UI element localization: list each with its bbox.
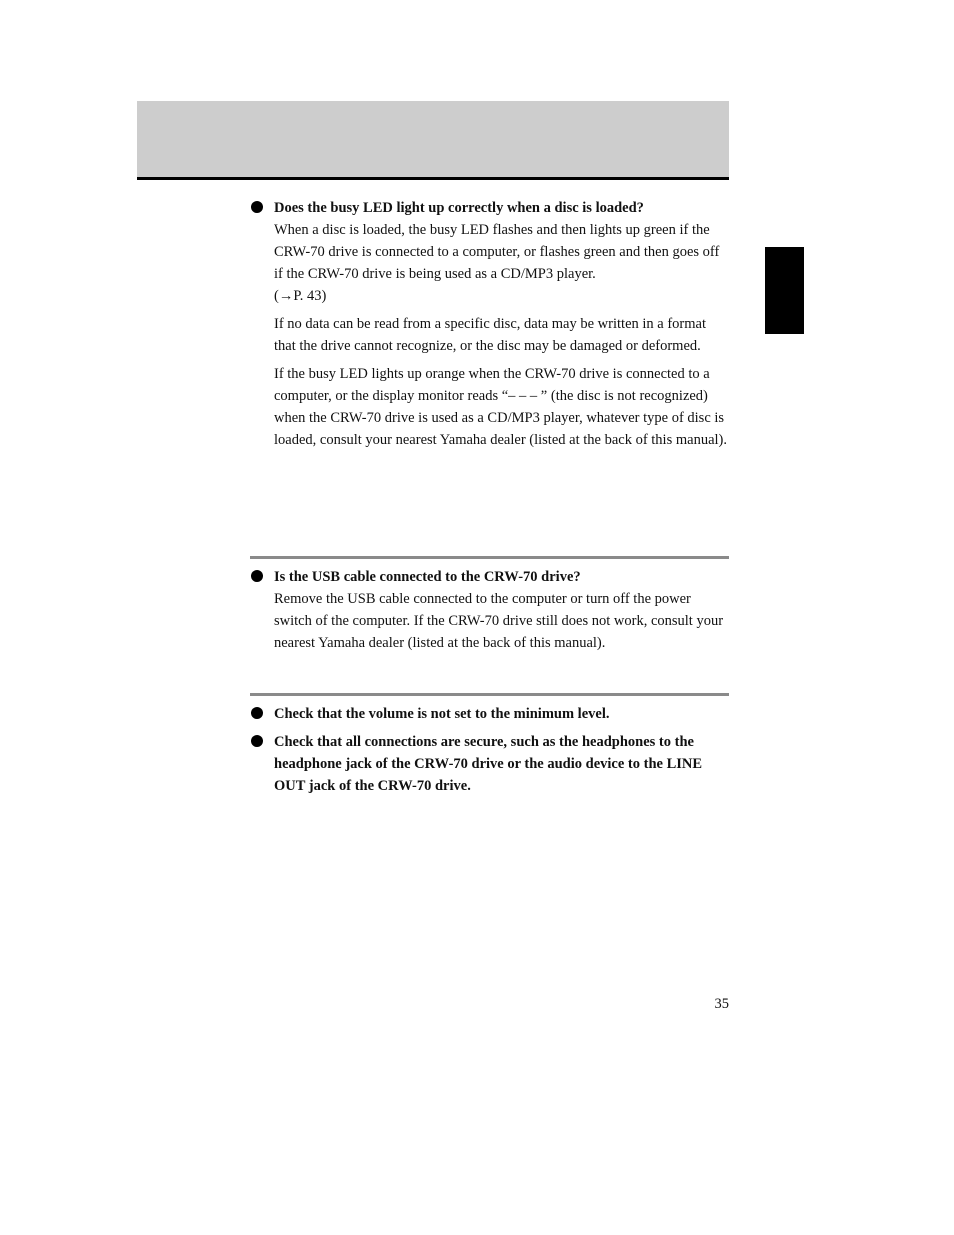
section-tab-marker xyxy=(765,247,804,334)
troubleshoot-item-volume xyxy=(250,703,730,725)
header-band xyxy=(137,101,729,178)
bullet-icon xyxy=(251,570,263,582)
troubleshoot-item-connections xyxy=(250,731,730,797)
item-question: Check that the volume is not set to the minimum level. xyxy=(274,706,610,722)
item-paragraph: If no data can be read from a specific disc, data may be written in a format that the drive cannot recognize, or the disc may be damaged or deformed. xyxy=(274,316,706,354)
bullet-icon xyxy=(251,707,263,719)
item-question: Does the busy LED light up correctly when a disc is loaded? xyxy=(274,200,644,216)
item-paragraph: If the busy LED lights up orange when the CRW-70 drive is connected to a computer, or the display monitor reads “– – – ” (the disc is not recognized) when the CRW-70 drive is used as a CD/MP3 player, whatever type of disc is loaded, consult your nearest Yamaha dealer (listed at the back of this manual). xyxy=(274,366,727,448)
bullet-icon xyxy=(251,201,263,213)
page-number: 35 xyxy=(714,996,729,1012)
item-question: Is the USB cable connected to the CRW-70 drive? xyxy=(274,569,581,585)
item-paragraph: When a disc is loaded, the busy LED flashes and then lights up green if the CRW-70 drive is connected to a computer, or flashes green and then goes off if the CRW-70 drive is being used as a CD/MP3 player. xyxy=(274,222,720,282)
troubleshoot-item-usb-cable xyxy=(250,566,730,654)
header-rule xyxy=(137,177,729,180)
item-question: Check that all connections are secure, such as the headphones to the headphone jack of the CRW-70 drive or the audio device to the LINE OUT jack of the CRW-70 drive. xyxy=(274,734,703,794)
section-divider xyxy=(250,693,729,696)
troubleshoot-item-busy-led xyxy=(250,197,730,451)
page-reference: (→P. 43) xyxy=(274,288,327,304)
bullet-icon xyxy=(251,735,263,747)
section-divider xyxy=(250,556,729,559)
item-paragraph: Remove the USB cable connected to the computer or turn off the power switch of the computer. If the CRW-70 drive still does not work, consult your nearest Yamaha dealer (listed at the back of this manual). xyxy=(274,591,724,651)
